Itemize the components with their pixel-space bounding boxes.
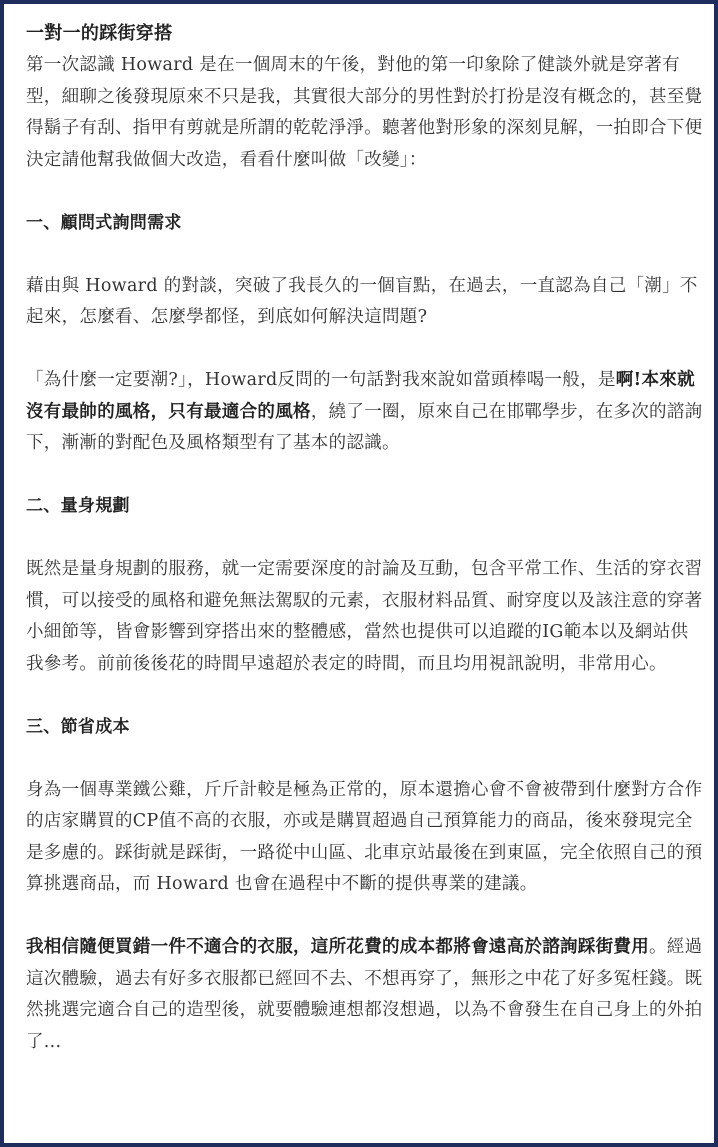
- spacer: [26, 460, 706, 492]
- spacer: [26, 901, 706, 933]
- section2-paragraph-1: 既然是量身規劃的服務，就一定需要深度的討論及互動，包含平常工作、生活的穿衣習慣，可以接受的風格和避免無法駕馭的元素，衣服材料品質、耐穿度以及該注意的穿著小細節等，皆會影響到穿搭出來的整體感，當然也提供可以追蹤的IG範本以及網站供我參考。前前後後花的時間早遠超於表定的時間，而且均用視訊說明，非常用心。: [26, 559, 703, 674]
- section1-paragraph-2: [26, 365, 706, 460]
- section3-p2-tail: 。經過這次體驗，過去有好多衣服都已經回不去、不想再穿了，無形之中花了好多冤枉錢。既然挑選完適合自己的造型後，就要體驗連想都沒想過，以為不會發生在自己身上的外拍了...: [26, 937, 703, 1052]
- spacer: [26, 334, 706, 366]
- intro-paragraph: 第一次認識 Howard 是在一個周末的午後，對他的第一印象除了健談外就是穿著有型，細聊之後發現原來不只是我，其實很大部分的男性對於打扮是沒有概念的，甚至覺得鬍子有刮、指甲有剪就是所謂的乾乾淨淨。聽著他對形象的深刻見解，一拍即合下便決定請他幫我做個大改造，看看什麼叫做「改變」：: [26, 55, 703, 170]
- section1-p2-lead: 「為什麼一定要潮?」，Howard反問的一句話對我來說如當頭棒喝一般，是: [26, 370, 616, 390]
- section-heading-planning: 二、量身規劃: [26, 496, 130, 516]
- article-body: [26, 18, 706, 1058]
- article-title: 一對一的踩街穿搭: [26, 23, 173, 44]
- spacer: [26, 743, 706, 775]
- section-heading-cost: 三、節省成本: [26, 716, 130, 737]
- section-heading-consulting: 一、顧問式詢問需求: [26, 212, 182, 233]
- spacer: [26, 239, 706, 271]
- spacer: [26, 680, 706, 712]
- section1-p2-emphasis: 啊!本來就沒有最帥的風格，只有最適合的風格: [26, 370, 695, 422]
- section3-p2-emphasis: 我相信隨便買錯一件不適合的衣服，這所花費的成本都將會遠高於諮詢踩街費用: [26, 937, 649, 957]
- spacer: [26, 176, 706, 208]
- section3-paragraph-2: [26, 932, 706, 1058]
- spacer: [26, 523, 706, 555]
- section3-paragraph-1: 身為一個專業鐵公雞，斤斤計較是極為正常的，原本還擔心會不會被帶到什麼對方合作的店家購買的CP值不高的衣服，亦或是購買超過自己預算能力的商品，後來發現完全是多慮的。踩街就是踩街，一路從中山區、北車京站最後在到東區，完全依照自己的預算挑選商品，而 Howard 也會在過程中不斷的提供專業的建議。: [26, 779, 703, 894]
- section1-p2-tail: ，繞了一圈，原來自己在邯鄲學步，在多次的諮詢下，漸漸的對配色及風格類型有了基本的認識。: [26, 401, 703, 453]
- section1-paragraph-1: 藉由與 Howard 的對談，突破了我長久的一個盲點，在過去，一直認為自己「潮」不起來，怎麼看、怎麼學都怪，到底如何解決這問題?: [26, 275, 698, 327]
